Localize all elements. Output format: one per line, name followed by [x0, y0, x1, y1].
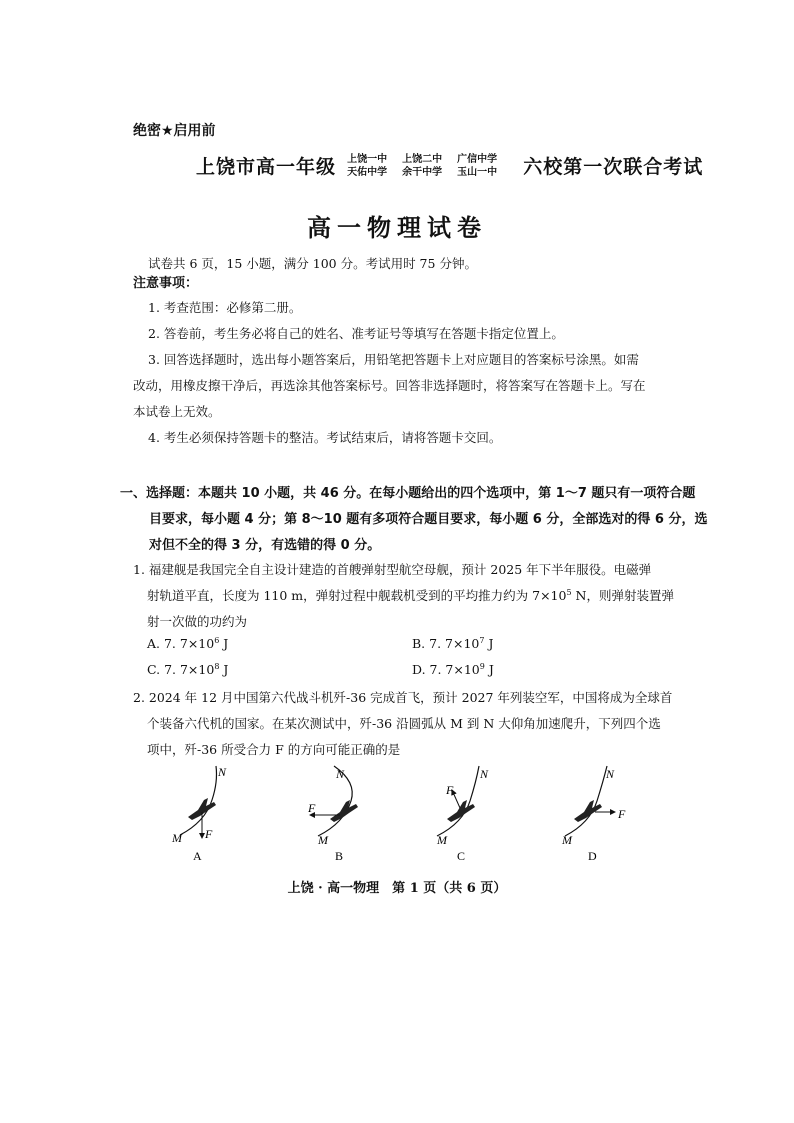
svg-text:F: F [618, 807, 626, 821]
page-footer: 上饶 · 高一物理 第 1 页（共 6 页） [287, 881, 507, 896]
question-1-text: 1. 福建舰是我国完全自主设计建造的首艘弹射型航空母舰，预计 2025 年下半年服役。电磁弹 [133, 562, 652, 577]
note-item: 1. 考查范围：必修第二册。 [148, 300, 302, 315]
option-a: A. 7. $7\times 10^6$ J [147, 636, 229, 652]
figure-label: D [588, 849, 597, 863]
figure-label: B [335, 849, 344, 863]
school-list [347, 153, 512, 179]
figure-label: C [457, 849, 466, 863]
svg-text:M: M [562, 833, 572, 847]
svg-text:F: F [205, 827, 213, 841]
svg-text:M: M [437, 833, 447, 847]
school: 广信中学 [457, 153, 498, 165]
question-2-text: 项中，歼-36 所受合力 F 的方向可能正确的是 [147, 742, 401, 757]
note-item: 本试卷上无效。 [133, 404, 221, 419]
exam-header [196, 152, 703, 184]
figure-c [436, 766, 489, 863]
question-1-text: 射轨道平直，长度为 110 m，弹射过程中舰载机受到的平均推力约为 $7\times 10^5$ N，则弹射装置弹 [147, 587, 674, 603]
intro-text: 试卷共 6 页，15 小题，满分 100 分。考试用时 75 分钟。 [148, 256, 477, 271]
section-heading-line: 目要求，每小题 4 分；第 8～10 题有多项符合题目要求，每小题 6 分，全部选对的得 6 分，选 [149, 512, 708, 527]
school: 玉山一中 [457, 166, 498, 178]
svg-text:M: M [318, 833, 328, 847]
option-d: D. 7. $7\times 10^9$ J [412, 662, 494, 678]
svg-text:F: F [308, 801, 316, 815]
figure-a [171, 765, 227, 863]
section-heading: 一、选择题：本题共 10 小题，共 46 分。在每小题给出的四个选项中，第 1～7 题只有一项符合题 [120, 486, 696, 501]
school: 上饶二中 [402, 153, 443, 165]
header-right: 六校第一次联合考试 [523, 156, 704, 178]
option-b: B. 7. $7\times 10^7$ J [412, 636, 494, 652]
note-item: 2. 答卷前，考生务必将自己的姓名、准考证号等填写在答题卡指定位置上。 [148, 326, 564, 341]
note-item: 改动，用橡皮擦干净后，再选涂其他答案标号。回答非选择题时，将答案写在答题卡上。写在 [133, 378, 646, 393]
notes-heading: 注意事项： [133, 276, 199, 291]
force-direction-figures [0, 760, 794, 870]
school: 上饶一中 [347, 153, 388, 165]
header-left: 上饶市高一年级 [196, 156, 337, 178]
note-item: 3. 回答选择题时，选出每小题答案后，用铅笔把答题卡上对应题目的答案标号涂黑。如需 [148, 352, 639, 367]
svg-text:N: N [218, 765, 227, 779]
page-title: 高一物理试卷 [307, 214, 487, 242]
svg-text:N: N [606, 767, 615, 781]
option-c: C. 7. $7\times 10^8$ J [147, 662, 229, 678]
question-2-text: 2. 2024 年 12 月中国第六代战斗机歼-36 完成首飞，预计 2027 年列装空军，中国将成为全球首 [133, 690, 673, 705]
question-1-text: 射一次做的功约为 [147, 614, 248, 629]
svg-text:F: F [446, 783, 454, 797]
school: 天佑中学 [347, 166, 388, 178]
figure-b [307, 764, 358, 863]
school: 余干中学 [402, 166, 443, 178]
confidential-label: 绝密★启用前 [133, 123, 216, 139]
figure-d [561, 766, 626, 863]
figure-label: A [193, 849, 202, 863]
question-2-text: 个装备六代机的国家。在某次测试中，歼-36 沿圆弧从 M 到 N 大仰角加速爬升，下列四个选 [147, 716, 661, 731]
svg-text:N: N [480, 767, 489, 781]
svg-text:N: N [336, 767, 345, 781]
note-item: 4. 考生必须保持答题卡的整洁。考试结束后，请将答题卡交回。 [148, 430, 502, 445]
section-heading-line: 对但不全的得 3 分，有选错的得 0 分。 [149, 538, 381, 553]
svg-text:M: M [172, 831, 182, 845]
